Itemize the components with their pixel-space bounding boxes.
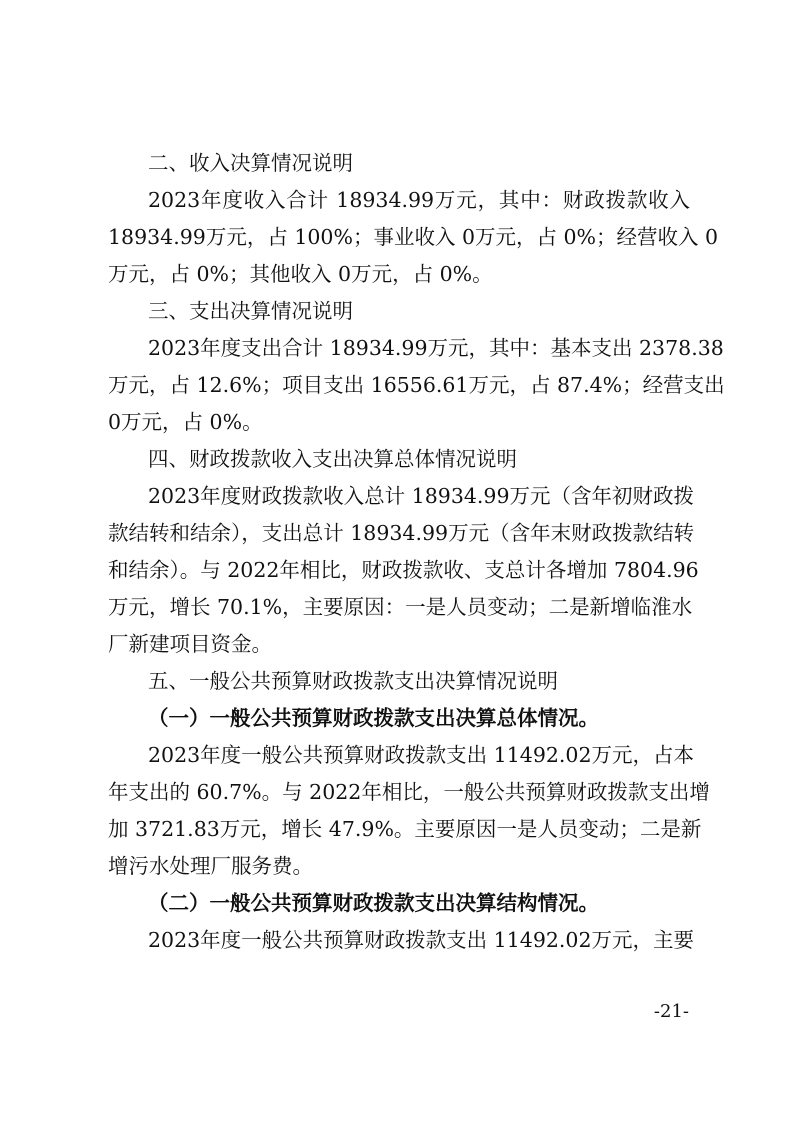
paragraph-line: 厂新建项目资金。 [108,632,272,656]
paragraph-line: 18934.99万元，占 100%；事业收入 0万元，占 0%；经营收入 0 [108,225,719,249]
subsection-heading-overall: （一）一般公共预算财政拨款支出决算总体情况。 [148,706,599,730]
section-heading-expenditure: 三、支出决算情况说明 [148,299,353,323]
paragraph-line: 0万元，占 0%。 [108,410,263,434]
paragraph-line: 增污水处理厂服务费。 [108,854,313,878]
section-heading-general-budget: 五、一般公共预算财政拨款支出决算情况说明 [148,669,558,693]
paragraph-line: 2023年度财政拨款收入总计 18934.99万元（含年初财政拨 [148,484,695,508]
page-number: -21- [653,1001,689,1022]
paragraph-line: 2023年度一般公共预算财政拨款支出 11492.02万元，主要 [148,928,695,952]
section-heading-fiscal-appropriation: 四、财政拨款收入支出决算总体情况说明 [148,447,517,471]
paragraph-line: 2023年度支出合计 18934.99万元，其中：基本支出 2378.38 [148,336,724,360]
paragraph-line: 2023年度收入合计 18934.99万元，其中：财政拨款收入 [148,188,690,212]
paragraph-line: 万元，占 12.6%；项目支出 16556.61万元，占 87.4%；经营支出 [108,373,725,397]
paragraph-line: 款结转和结余），支出总计 18934.99万元（含年末财政拨款结转 [108,521,695,545]
paragraph-line: 万元，增长 70.1%，主要原因：一是人员变动；二是新增临淮水 [108,595,693,619]
paragraph-line: 万元，占 0%；其他收入 0万元，占 0%。 [108,262,493,286]
paragraph-line: 加 3721.83万元，增长 47.9%。主要原因一是人员变动；二是新 [108,817,702,841]
section-heading-income: 二、收入决算情况说明 [148,151,353,175]
subsection-heading-structure: （二）一般公共预算财政拨款支出决算结构情况。 [148,891,599,915]
paragraph-line: 和结余）。与 2022年相比，财政拨款收、支总计各增加 7804.96 [108,558,699,582]
paragraph-line: 2023年度一般公共预算财政拨款支出 11492.02万元，占本 [148,743,695,767]
paragraph-line: 年支出的 60.7%。与 2022年相比，一般公共预算财政拨款支出增 [108,780,710,804]
